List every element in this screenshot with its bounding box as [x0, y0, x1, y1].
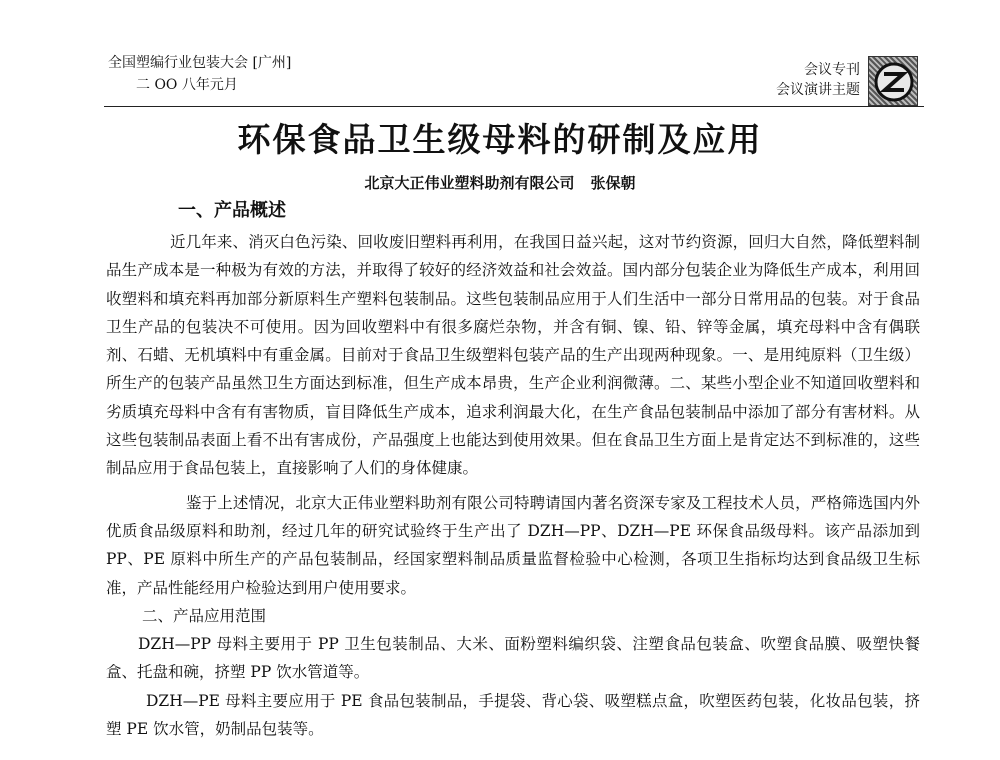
article-body — [106, 228, 920, 743]
header-speech-topic: 会议演讲主题 — [776, 82, 860, 98]
conference-name: 全国塑编行业包装大会 [广州] — [108, 55, 292, 71]
header-divider — [104, 106, 924, 107]
author-company: 北京大正伟业塑料助剂有限公司 — [364, 174, 575, 192]
article-title: 环保食品卫生级母料的研制及应用 — [237, 120, 763, 159]
header-special-issue: 会议专刊 — [804, 62, 860, 78]
paragraph-pp-application: DZH—PP 母料主要用于 PP 卫生包装制品、大米、面粉塑料编织袋、注塑食品包装盒、吹塑食品膜、吸塑快餐盒、托盘和碗，挤塑 PP 饮水管道等。 — [106, 635, 920, 682]
author-line — [0, 172, 1000, 194]
author-name: 张保朝 — [590, 174, 636, 192]
page-header-right — [776, 60, 860, 100]
paragraph-pe-application: DZH—PE 母料主要应用于 PE 食品包装制品，手提袋、背心袋、吸塑糕点盒，吹塑医药包装，化妆品包装，挤塑 PE 饮水管，奶制品包装等。 — [106, 691, 920, 739]
page-header-left — [108, 52, 291, 96]
paragraph-overview: 近几年来、消灭白色污染、回收废旧塑料再利用，在我国日益兴起，这对节约资源，回归大自然，降低塑料制品生产成本是一种极为有效的方法，并取得了较好的经济效益和社会效益。国内部分包装企业为降低生产成本，利用回收塑料和填充料再加部分新原料生产塑料包装制品。这些包装制品应用于人们生活中一部分日常用品的包装。对于食品卫生产品的包装决不可使用。因为回收塑料中有很多腐烂杂物，并含有铜、镍、铅、锌等金属，填充母料中含有偶联剂、石蜡、无机填料中有重金属。目前对于食品卫生级塑料包装产品的生产出现两种现象。一、是用纯原料（卫生级）所生产的包装产品虽然卫生方面达到标准，但生产成本昂贵，生产企业利润微薄。二、某些小型企业不知道回收塑料和劣质填充母料中含有有害物质，盲目降低生产成本，追求利润最大化，在生产食品包装制品中添加了部分有害材料。从这些包装制品表面上看不出有害成份，产品强度上也能达到使用效果。但在食品卫生方面上是肯定达不到标准的，这些制品应用于食品包装上，直接影响了人们的身体健康。 — [106, 233, 920, 478]
paragraph-product-development: 鉴于上述情况，北京大正伟业塑料助剂有限公司特聘请国内著名资深专家及工程技术人员，严格筛选国内外优质食品级原料和助剂，经过几年的研究试验终于生产出了 DZH—PP、DZH—PE 环保食品级母料。该产品添加到 PP、PE 原料中所生产的产品包装制品，经国家塑料制品质量监督检验中心检测，各项卫生指标均达到食品级卫生标准，产品性能经用户检验达到用户使用要求。 — [106, 493, 920, 597]
section-heading-overview: 一、产品概述 — [178, 200, 286, 221]
conference-logo-icon — [868, 56, 918, 106]
section-heading-application: 二、产品应用范围 — [142, 606, 267, 625]
publication-date: 二 OO 八年元月 — [136, 77, 238, 93]
